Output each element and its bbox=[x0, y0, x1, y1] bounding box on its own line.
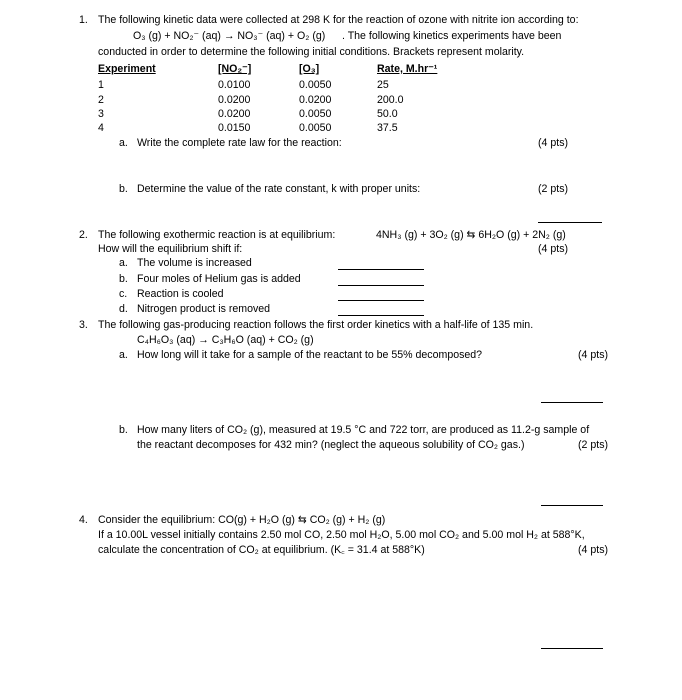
q3b-answer-line[interactable] bbox=[541, 505, 603, 506]
q2d-label: d. bbox=[119, 303, 128, 315]
q1b-points: (2 pts) bbox=[538, 183, 569, 195]
q2c-text: Reaction is cooled bbox=[137, 288, 224, 300]
table-cell: 0.0050 bbox=[299, 122, 332, 134]
q2-points: (4 pts) bbox=[538, 243, 569, 255]
table-cell: 0.0150 bbox=[218, 122, 251, 134]
q2-question: How will the equilibrium shift if: bbox=[98, 243, 243, 255]
q1b-text: Determine the value of the rate constant, k with proper units: bbox=[137, 183, 421, 195]
q1a-points: (4 pts) bbox=[538, 137, 569, 149]
q1b-answer-line[interactable] bbox=[538, 222, 602, 223]
q2b-text: Four moles of Helium gas is added bbox=[137, 273, 301, 285]
q2a-text: The volume is increased bbox=[137, 257, 252, 269]
q3-number: 3. bbox=[79, 319, 88, 331]
q4-answer-line[interactable] bbox=[541, 648, 603, 649]
q2-number: 2. bbox=[79, 229, 88, 241]
table-cell: 0.0050 bbox=[299, 79, 332, 91]
table-cell: 0.0200 bbox=[218, 108, 251, 120]
q1-reaction: O₃ (g) + NO₂⁻ (aq) → NO₃⁻ (aq) + O₂ (g) bbox=[133, 30, 326, 42]
q3b-text-line1: How many liters of CO₂ (g), measured at 19.5 °C and 722 torr, are produced as 11.2-g sample of bbox=[137, 424, 590, 436]
table-cell: 2 bbox=[98, 94, 104, 106]
q3b-label: b. bbox=[119, 424, 128, 436]
table-cell: 37.5 bbox=[377, 122, 398, 134]
q2c-label: c. bbox=[119, 288, 128, 300]
table-cell: 0.0100 bbox=[218, 79, 251, 91]
q2a-label: a. bbox=[119, 257, 128, 269]
table-header-no2: [NO₂⁻] bbox=[218, 63, 252, 75]
q1a-text: Write the complete rate law for the reaction: bbox=[137, 137, 342, 149]
q2-intro: The following exothermic reaction is at equilibrium: bbox=[98, 229, 336, 241]
table-cell: 25 bbox=[377, 79, 389, 91]
q1-intro-line1: The following kinetic data were collected at 298 K for the reaction of ozone with nitrite ion according to: bbox=[98, 14, 579, 26]
q2b-label: b. bbox=[119, 273, 128, 285]
q1a-label: a. bbox=[119, 137, 128, 149]
table-cell: 50.0 bbox=[377, 108, 398, 120]
table-header-experiment: Experiment bbox=[98, 63, 156, 75]
table-cell: 1 bbox=[98, 79, 104, 91]
table-cell: 0.0200 bbox=[218, 94, 251, 106]
q1-intro-line2: . The following kinetics experiments have been bbox=[342, 30, 562, 42]
q3-reaction: C₄H₆O₃ (aq) → C₃H₆O (aq) + CO₂ (g) bbox=[137, 334, 314, 346]
q4-line1: Consider the equilibrium: CO(g) + H₂O (g) ⇆ CO₂ (g) + H₂ (g) bbox=[98, 514, 386, 526]
q2d-text: Nitrogen product is removed bbox=[137, 303, 271, 315]
q1-intro-line3: conducted in order to determine the following initial conditions. Brackets represent molarity. bbox=[98, 46, 525, 58]
table-header-o3: [O₃] bbox=[299, 63, 320, 75]
q1b-label: b. bbox=[119, 183, 128, 195]
table-cell: 0.0050 bbox=[299, 108, 332, 120]
q3-intro: The following gas-producing reaction follows the first order kinetics with a half-life of 135 min. bbox=[98, 319, 534, 331]
q4-line3: calculate the concentration of CO₂ at equilibrium. (K꜀ = 31.4 at 588°K) bbox=[98, 544, 425, 556]
table-cell: 4 bbox=[98, 122, 104, 134]
table-header-rate: Rate, M.hr⁻¹ bbox=[377, 63, 438, 75]
q2b-answer-line[interactable] bbox=[338, 285, 424, 286]
q2d-answer-line[interactable] bbox=[338, 315, 424, 316]
q3a-label: a. bbox=[119, 349, 128, 361]
q2-reaction: 4NH₃ (g) + 3O₂ (g) ⇆ 6H₂O (g) + 2N₂ (g) bbox=[376, 229, 566, 241]
q2a-answer-line[interactable] bbox=[338, 269, 424, 270]
q3a-points: (4 pts) bbox=[578, 349, 609, 361]
q4-points: (4 pts) bbox=[578, 544, 609, 556]
q4-line2: If a 10.00L vessel initially contains 2.50 mol CO, 2.50 mol H₂O, 5.00 mol CO₂ and 5.00 mol H₂ at 588°K, bbox=[98, 529, 585, 541]
q3b-text-line2: the reactant decomposes for 432 min? (neglect the aqueous solubility of CO₂ gas.) bbox=[137, 439, 525, 451]
q4-number: 4. bbox=[79, 514, 88, 526]
table-cell: 0.0200 bbox=[299, 94, 332, 106]
table-cell: 3 bbox=[98, 108, 104, 120]
q3b-points: (2 pts) bbox=[578, 439, 609, 451]
q3a-answer-line[interactable] bbox=[541, 402, 603, 403]
q3a-text: How long will it take for a sample of the reactant to be 55% decomposed? bbox=[137, 349, 483, 361]
q2c-answer-line[interactable] bbox=[338, 300, 424, 301]
q1-number: 1. bbox=[79, 14, 88, 26]
table-cell: 200.0 bbox=[377, 94, 404, 106]
